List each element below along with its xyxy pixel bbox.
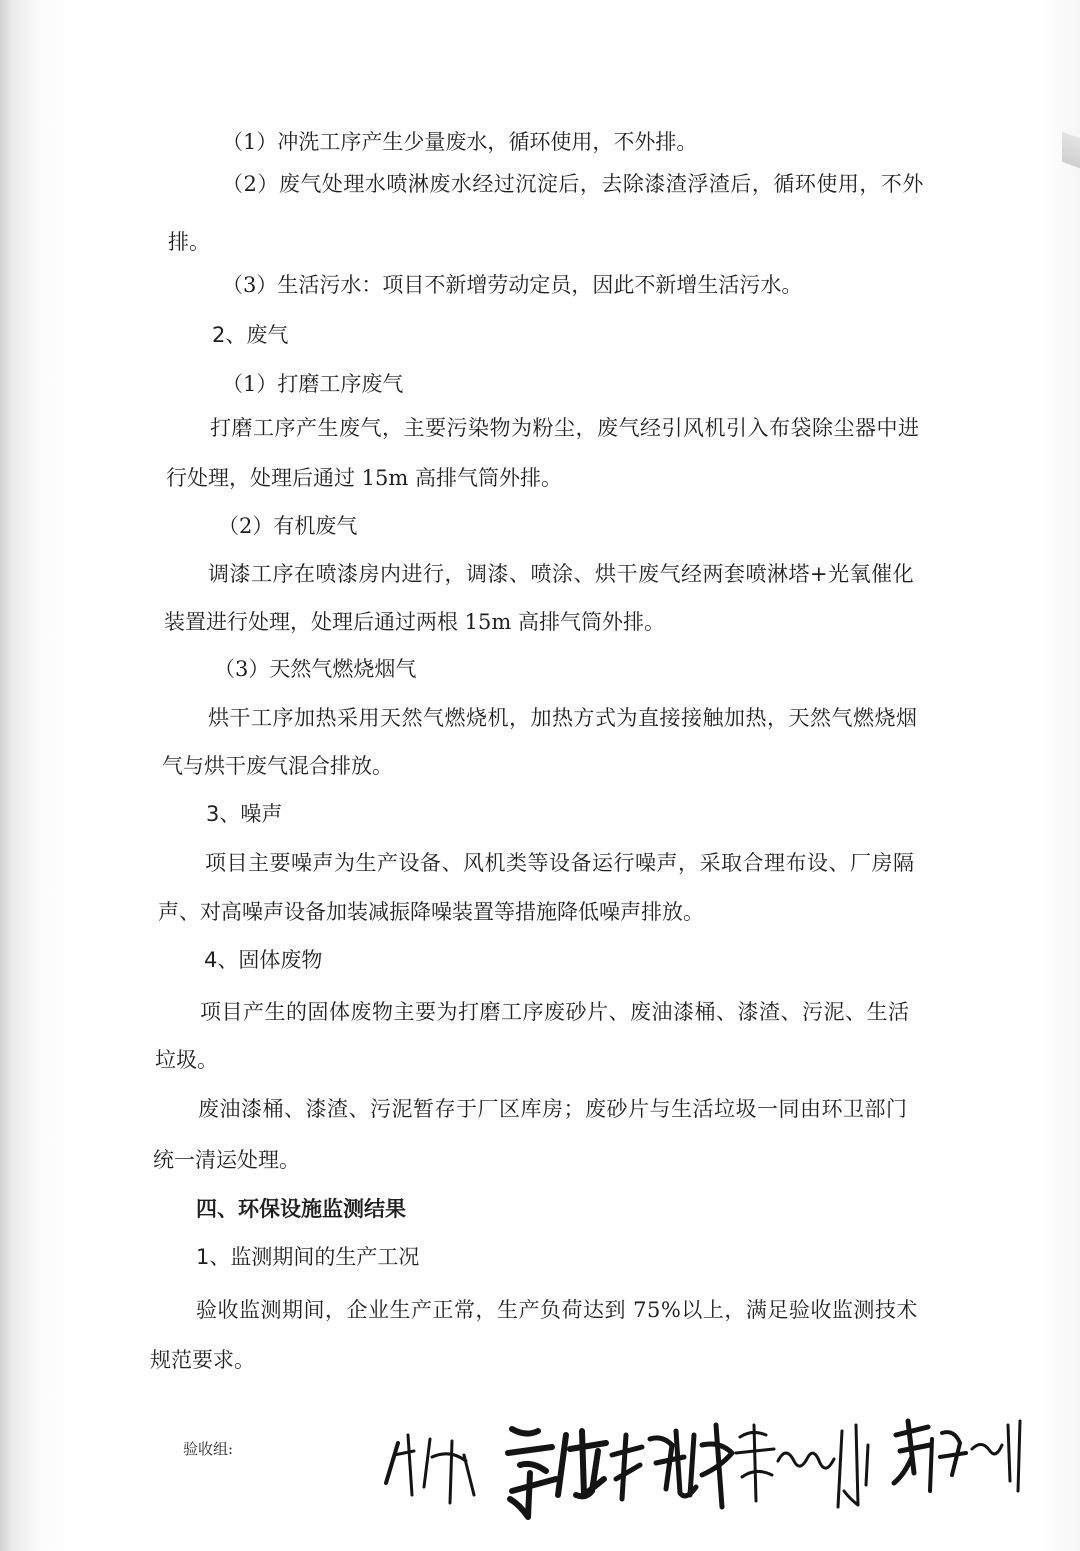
signature-5 <box>894 1421 1020 1491</box>
signature-1 <box>386 1435 474 1503</box>
section-heading: 1、监测期间的生产工况 <box>196 1245 420 1269</box>
text-line: （2）有机废气 <box>218 514 358 538</box>
text-line: 排。 <box>168 230 210 254</box>
text-line: 垃圾。 <box>155 1048 218 1072</box>
text-line: （1）冲洗工序产生少量废水，循环使用，不外排。 <box>222 130 698 154</box>
signature-4 <box>736 1425 868 1507</box>
signature-2 <box>508 1429 606 1517</box>
text-line: 声、对高噪声设备加装减振降噪装置等措施降低噪声排放。 <box>158 900 704 924</box>
section-heading: 四、环保设施监测结果 <box>196 1197 406 1221</box>
text-line: 气与烘干废气混合排放。 <box>162 754 393 778</box>
text-line: 调漆工序在喷漆房内进行，调漆、喷涂、烘干废气经两套喷淋塔+光氧催化 <box>208 562 915 586</box>
acceptance-group-label: 验收组: <box>183 1440 234 1458</box>
text-line: 项目产生的固体废物主要为打磨工序废砂片、废油漆桶、漆渣、污泥、生活 <box>200 1000 910 1024</box>
text-line: 打磨工序产生废气，主要污染物为粉尘，废气经引风机引入布袋除尘器中进 <box>210 416 920 440</box>
text-line: （1）打磨工序废气 <box>222 372 404 396</box>
section-heading: 3、噪声 <box>206 802 283 826</box>
text-line: （3）天然气燃烧烟气 <box>214 657 417 681</box>
text-line: 项目主要噪声为生产设备、风机类等设备运行噪声，采取合理布设、厂房隔 <box>205 851 915 875</box>
text-line: 统一清运处理。 <box>153 1148 300 1172</box>
text-line: 行处理，处理后通过 15m 高排气筒外排。 <box>166 466 562 490</box>
signature-3 <box>612 1425 732 1507</box>
text-line: 规范要求。 <box>150 1348 255 1372</box>
text-line: （3）生活污水：项目不新增劳动定员，因此不新增生活污水。 <box>222 273 803 297</box>
section-heading: 2、废气 <box>212 323 289 347</box>
handwritten-signatures <box>380 1395 1030 1530</box>
text-line: 烘干工序加热采用天然气燃烧机，加热方式为直接接触加热，天然气燃烧烟 <box>208 706 918 730</box>
text-line: 废油漆桶、漆渣、污泥暂存于厂区库房；废砂片与生活垃圾一同由环卫部门 <box>198 1097 908 1121</box>
text-line: 装置进行处理，处理后通过两根 15m 高排气筒外排。 <box>164 610 665 634</box>
scan-shadow-mark <box>1062 132 1080 169</box>
section-heading: 4、固体废物 <box>204 948 323 972</box>
text-line: （2）废气处理水喷淋废水经过沉淀后，去除漆渣浮渣后，循环使用，不外 <box>222 172 924 196</box>
text-line: 验收监测期间，企业生产正常，生产负荷达到 75%以上，满足验收监测技术 <box>196 1298 918 1322</box>
